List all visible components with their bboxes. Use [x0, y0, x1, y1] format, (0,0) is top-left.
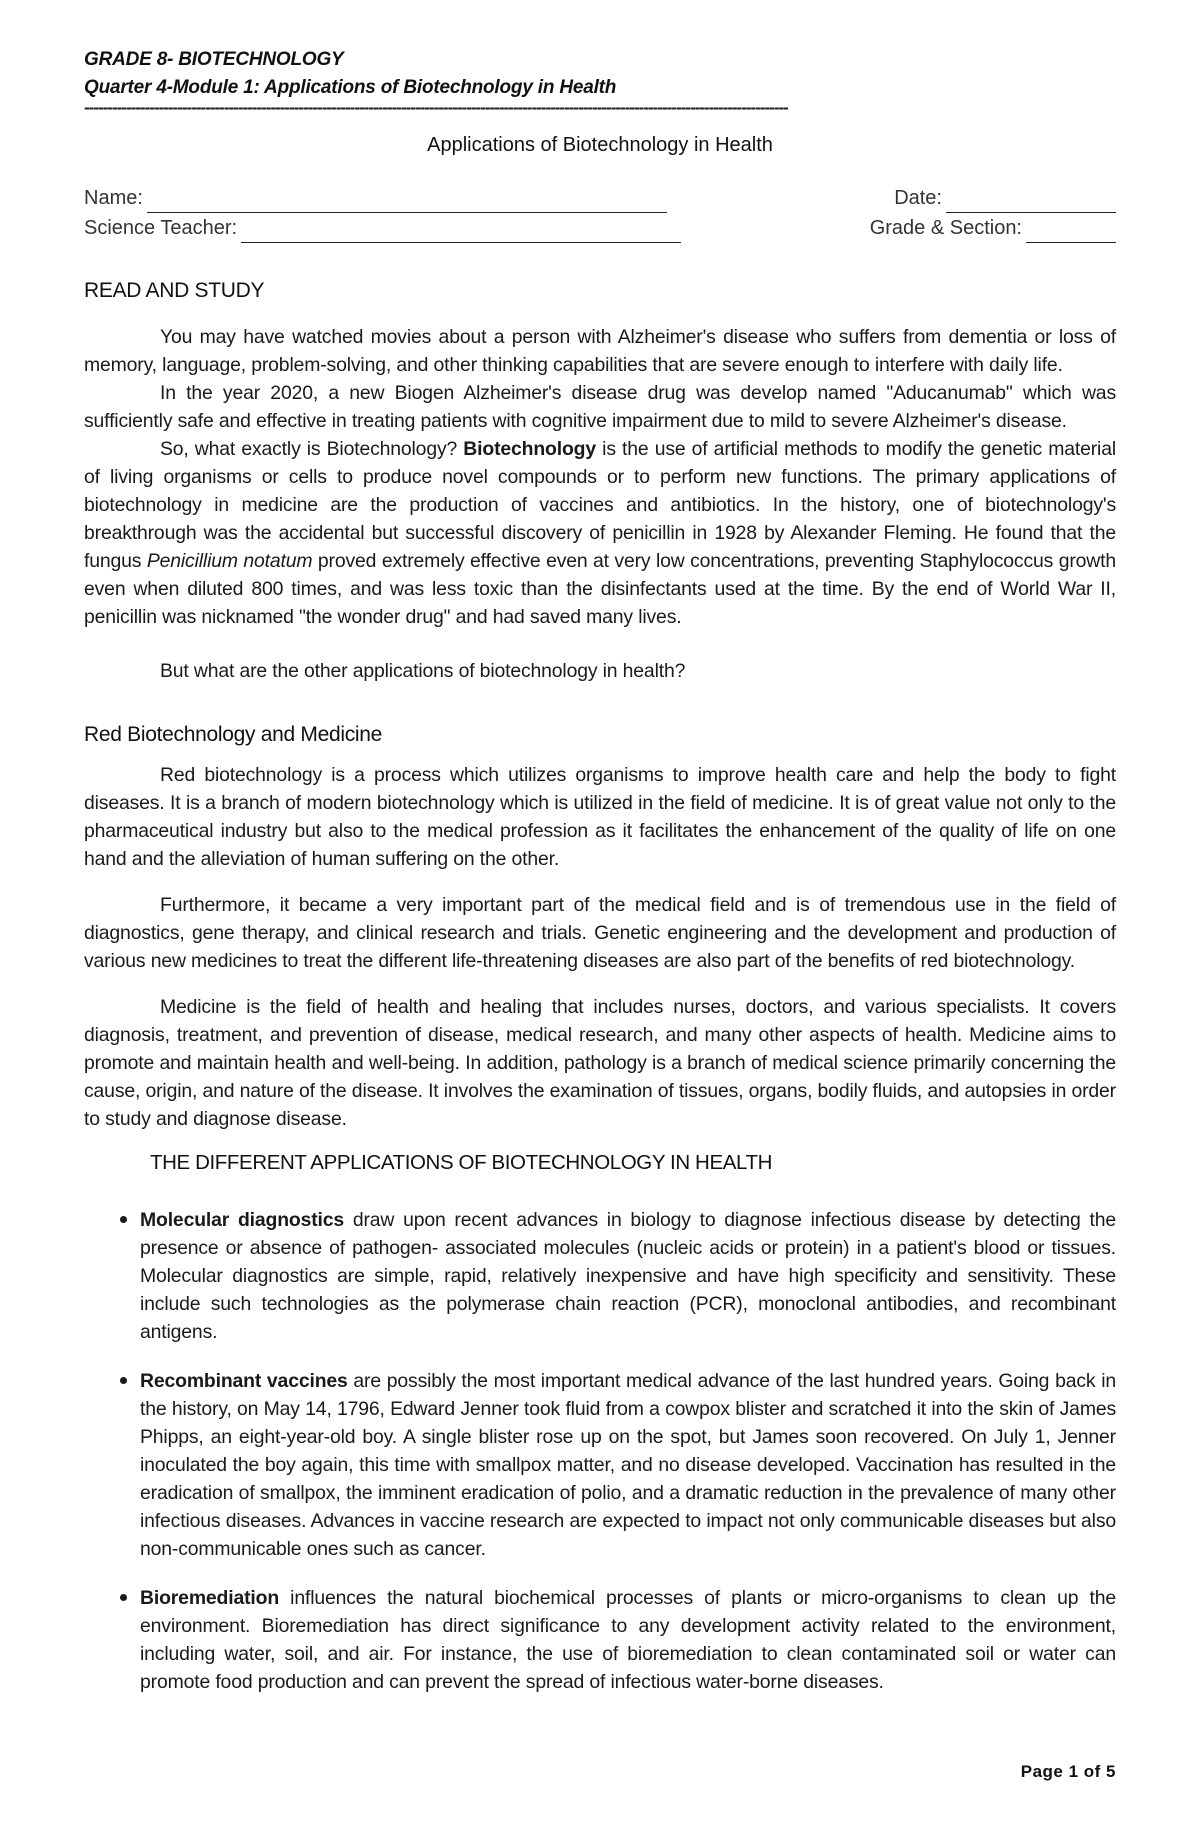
- name-field[interactable]: [84, 183, 667, 213]
- molecular-diagnostics-text: draw upon recent advances in biology to diagnose infectious disease by detecting the presence or absence of pathogen- associated molecules (nucleic acids or protein) in a patient's blood or tissues. Molecular diagnostics are simple, rapid, relatively inexpensive and have high specificity and sensitivity. These include such technologies as the polymerase chain reaction (PCR), monoclonal antibodies, and recombinant antigens.: [140, 1209, 1116, 1343]
- intro-paragraph-2: In the year 2020, a new Biogen Alzheimer's disease drug was develop named "Aducanumab" which was sufficiently safe and effective in treating patients with cognitive impairment due to mild to severe Alzheimer's disease.: [84, 382, 1116, 432]
- read-study-heading: READ AND STUDY: [84, 279, 265, 302]
- teacher-field[interactable]: [84, 213, 681, 243]
- list-item: [140, 1205, 1116, 1346]
- date-label: Date:: [894, 187, 942, 209]
- penicillium-term: Penicillium notatum: [146, 550, 313, 572]
- document-title: Applications of Biotechnology in Health: [427, 134, 773, 156]
- name-blank[interactable]: [147, 190, 667, 213]
- p3-text-a: So, what exactly is Biotechnology?: [160, 438, 464, 460]
- biotechnology-term: Biotechnology: [463, 438, 597, 460]
- list-item: [140, 1583, 1116, 1696]
- list-item: [140, 1366, 1116, 1563]
- grade-section-blank[interactable]: [1026, 220, 1116, 243]
- applications-list: [84, 1205, 1116, 1696]
- fields-row-2: [84, 213, 1116, 243]
- teacher-blank[interactable]: [241, 220, 681, 243]
- red-paragraph-3: Medicine is the field of health and healing that includes nurses, doctors, and various specialists. It covers diagnosis, treatment, and prevention of disease, medical research, and many other aspects of health. Medicine aims to promote and maintain health and well-being. In addition, pathology is a branch of medical science primarily concerning the cause, origin, and nature of the disease. It involves the examination of tissues, organs, bodily fluids, and autopsies in order to study and diagnose disease.: [84, 996, 1116, 1130]
- grade-section-field[interactable]: [870, 213, 1116, 243]
- applications-heading: THE DIFFERENT APPLICATIONS OF BIOTECHNOLOGY IN HEALTH: [150, 1151, 772, 1174]
- page-number: Page 1 of 5: [1020, 1762, 1116, 1781]
- recombinant-vaccines-term: Recombinant vaccines: [140, 1370, 348, 1392]
- p3-text-b: is the use of artificial methods to modify the genetic material of living organisms or cells to produce novel compounds or to perform new functions. The primary applications of biotechnology in medicine are the production of vaccines and antibiotics. In the history, one of biotechnology's breakthrough was the accidental but successful discovery of penicillin in 1928 by Alexander Fleming. He found that the fungus: [84, 438, 1116, 572]
- separator-line: -------------------------------------------------------------------------------------------------------------------------------------------------------: [84, 102, 788, 117]
- date-blank[interactable]: [946, 190, 1116, 213]
- fields-row-1: [84, 183, 1116, 213]
- date-field[interactable]: [894, 183, 1116, 213]
- teacher-label: Science Teacher:: [84, 217, 238, 239]
- p3-text-c: proved extremely effective even at very low concentrations, preventing Staphylococcus growth even when diluted 800 times, and was less toxic than the disinfectants used at the time. By the end of World War II, penicillin was nicknamed "the wonder drug" and had saved many lives.: [84, 550, 1116, 628]
- module-heading: Quarter 4-Module 1: Applications of Biotechnology in Health: [84, 77, 617, 98]
- intro-paragraph-3: [84, 435, 1116, 631]
- intro-question: But what are the other applications of biotechnology in health?: [160, 660, 686, 682]
- grade-section-label: Grade & Section:: [869, 217, 1022, 239]
- molecular-diagnostics-term: Molecular diagnostics: [140, 1209, 345, 1231]
- recombinant-vaccines-text: are possibly the most important medical advance of the last hundred years. Going back in the history, on May 14, 1796, Edward Jenner took fluid from a cowpox blister and scratched it into the skin of James Phipps, an eight-year-old boy. A single blister rose up on the spot, but James soon recovered. On July 1, Jenner inoculated the boy again, this time with smallpox matter, and no disease developed. Vaccination has resulted in the eradication of smallpox, the imminent eradication of polio, and a dramatic reduction in the prevalence of many other infectious diseases. Advances in vaccine research are expected to impact not only communicable diseases but also non-communicable ones such as cancer.: [140, 1370, 1116, 1560]
- bioremediation-text: influences the natural biochemical processes of plants or micro-organisms to clean up the environment. Bioremediation has direct significance to any development activity related to the environment, including water, soil, and air. For instance, the use of bioremediation to clean contaminated soil or water can promote food production and can prevent the spread of infectious water-borne diseases.: [140, 1587, 1116, 1693]
- name-label: Name:: [84, 187, 143, 209]
- bioremediation-term: Bioremediation: [140, 1587, 280, 1609]
- red-biotech-heading: Red Biotechnology and Medicine: [84, 723, 383, 746]
- grade-heading: GRADE 8- BIOTECHNOLOGY: [84, 49, 344, 70]
- red-paragraph-2: Furthermore, it became a very important part of the medical field and is of tremendous use in the field of diagnostics, gene therapy, and clinical research and trials. Genetic engineering and the development and production of various new medicines to treat the different life-threatening diseases are also part of the benefits of red biotechnology.: [84, 894, 1116, 972]
- red-paragraph-1: Red biotechnology is a process which utilizes organisms to improve health care and help the body to fight diseases. It is a branch of modern biotechnology which is utilized in the field of medicine. It is of great value not only to the pharmaceutical industry but also to the medical profession as it facilitates the enhancement of the quality of life on one hand and the alleviation of human suffering on the other.: [84, 764, 1116, 870]
- intro-paragraph-1: You may have watched movies about a person with Alzheimer's disease who suffers from dementia or loss of memory, language, problem-solving, and other thinking capabilities that are severe enough to interfere with daily life.: [84, 326, 1116, 376]
